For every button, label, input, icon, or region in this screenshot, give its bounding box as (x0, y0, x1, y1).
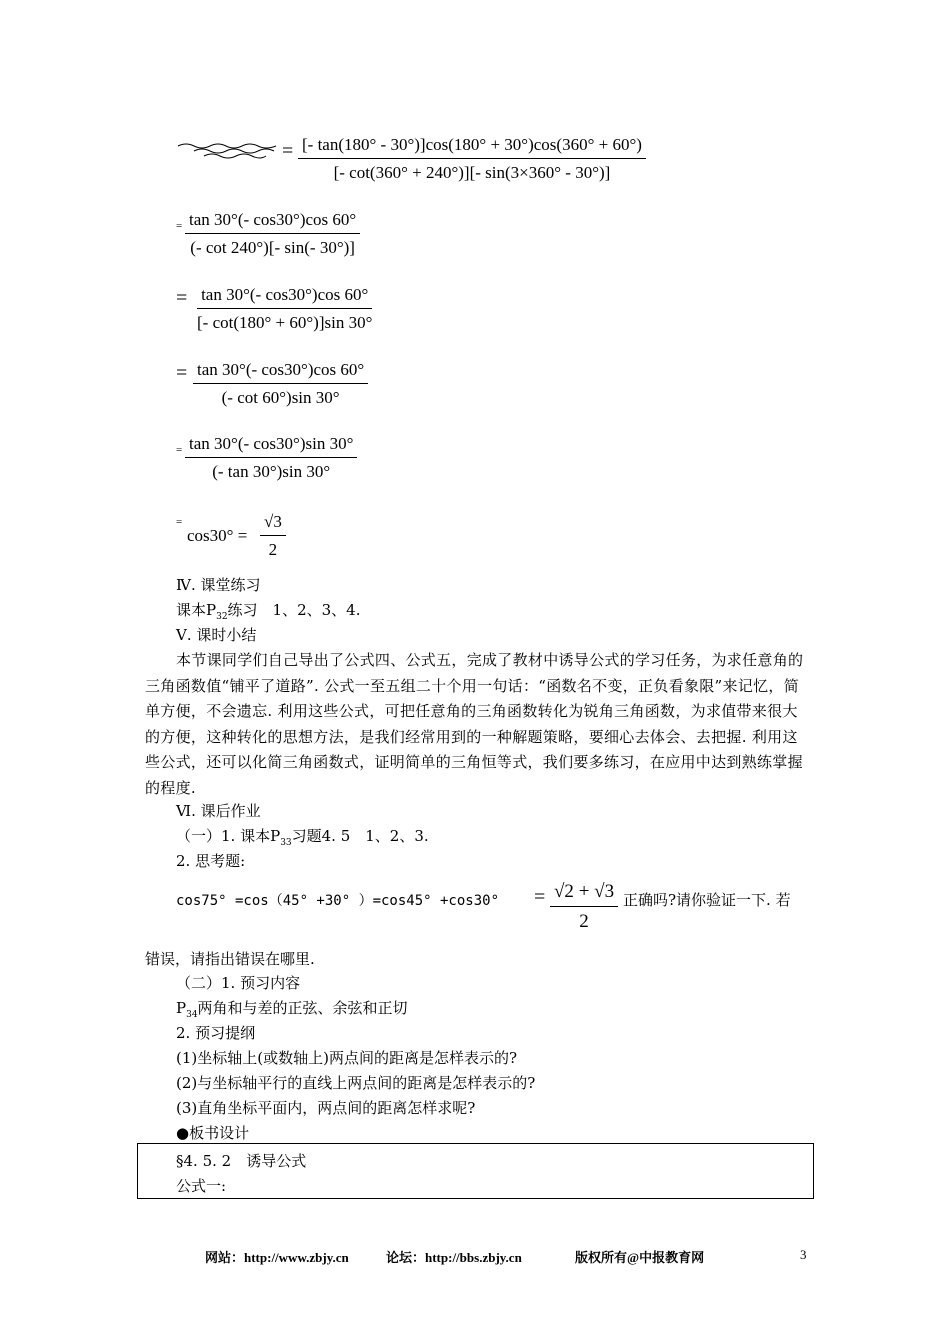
outline-question-2: (2)与坐标轴平行的直线上两点间的距离是怎样表示的? (176, 1074, 536, 1092)
page-number: 3 (800, 1247, 807, 1262)
equals-sign: = (176, 362, 188, 384)
equation-3-denominator: [- cot(180° + 60°)]sin 30° (197, 313, 373, 332)
think-numerator (550, 881, 618, 907)
equation-4-numerator: tan 30°(- cos30°)cos 60° (193, 360, 368, 384)
equation-6-denominator: 2 (268, 540, 278, 559)
equation-6-lhs: cos30° = (187, 526, 248, 545)
s4-body-post: 练习 1、2、3、4. (227, 601, 361, 619)
equation-3 (193, 285, 376, 333)
equation-1 (298, 135, 646, 183)
equation-6-fraction (260, 512, 286, 560)
wavy-underline-decoration (176, 140, 280, 162)
s4-body-sub: 32 (216, 612, 228, 622)
equals-sign: = (282, 140, 294, 162)
board-title: §4. 5. 2 诱导公式 (176, 1152, 307, 1170)
equation-2-numerator: tan 30°(- cos30°)cos 60° (185, 210, 360, 234)
equation-4-denominator: (- cot 60°)sin 30° (221, 388, 340, 407)
equation-1-denominator: [- cot(360° + 240°)][- sin(3×360° - 30°)] (333, 163, 611, 182)
think-plus: + (578, 881, 590, 902)
section-5-paragraph: 本节课同学们自己导出了公式四、公式五，完成了教材中诱导公式的学习任务，为求任意角的三角函数值“铺平了道路”. 公式一至五组二十个用一句话：“函数名不变，正负看象限”来记忆，简单方便，不会遗忘. 利用这些公式，可把任意角的三角函数转化为锐角三角函数，为求值带来很大的方便，这种转化的思想方法，是我们经常用到的一种解题策略，要细心去体会、去把握. 利用这些公式，还可以化简三角函数式，证明简单的三角恒等式，我们要多练习，在应用中达到熟练掌握的程度. (145, 651, 804, 797)
equation-5 (185, 434, 357, 482)
outline-question-1: (1)坐标轴上(或数轴上)两点间的距离是怎样表示的? (176, 1049, 517, 1067)
think-equals: = (534, 886, 546, 908)
hw1-sub: 33 (280, 838, 292, 848)
equation-5-numerator: tan 30°(- cos30°)sin 30° (185, 434, 357, 458)
homework-2-label: 2. 思考题: (176, 852, 246, 870)
think-after: 正确吗?请你验证一下. 若 (623, 891, 791, 909)
equation-1-numerator: [- tan(180° - 30°)]cos(180° + 30°)cos(360° + 60°) (298, 135, 646, 159)
equation-6-numerator: √3 (260, 512, 286, 536)
equals-sign: = (176, 516, 183, 528)
footer-copyright: 版权所有@中报教育网 (575, 1250, 705, 1265)
equals-sign: = (176, 287, 188, 309)
board-design-heading: ●板书设计 (176, 1124, 250, 1142)
section-4-heading: Ⅳ. 课堂练习 (176, 576, 261, 594)
think-denominator: 2 (579, 911, 589, 932)
think-num-b: √3 (594, 881, 615, 902)
equals-sign: = (176, 444, 183, 456)
equation-5-denominator: (- tan 30°)sin 30° (212, 462, 331, 481)
hw1-pre: （一）1. 课本P (176, 827, 281, 845)
equals-sign: = (176, 220, 183, 232)
equation-4 (193, 360, 368, 408)
section-5-heading: Ⅴ. 课时小结 (176, 626, 257, 644)
section-6-heading: Ⅵ. 课后作业 (176, 802, 261, 820)
s4-body-pre: 课本P (176, 601, 217, 619)
board-formula-1: 公式一: (176, 1177, 227, 1195)
footer-forum[interactable]: 论坛：http://bbs.zbjy.cn (386, 1250, 522, 1265)
think-continued: 错误，请指出错误在哪里. (145, 950, 315, 968)
preview-sub: 34 (186, 1010, 198, 1020)
hw1-post: 习题4. 5 1、2、3. (291, 827, 429, 845)
preview-pre: P (176, 999, 187, 1017)
equation-2-denominator: (- cot 240°)[- sin(- 30°)] (190, 238, 355, 257)
outline-label: 2. 预习提纲 (176, 1024, 256, 1042)
preview-label: （二）1. 预习内容 (176, 974, 301, 992)
equation-3-numerator: tan 30°(- cos30°)cos 60° (197, 285, 372, 309)
footer-site[interactable]: 网站：http://www.zbjy.cn (205, 1250, 349, 1265)
think-expression: cos75° =cos（45° +30° ）=cos45° +cos30° (176, 893, 500, 909)
preview-post: 两角和与差的正弦、余弦和正切 (197, 999, 408, 1017)
board-design-box (137, 1143, 814, 1199)
outline-question-3: (3)直角坐标平面内，两点间的距离怎样求呢? (176, 1099, 476, 1117)
equation-2 (185, 210, 360, 258)
think-num-a: √2 (554, 881, 574, 902)
think-fraction (550, 881, 618, 933)
